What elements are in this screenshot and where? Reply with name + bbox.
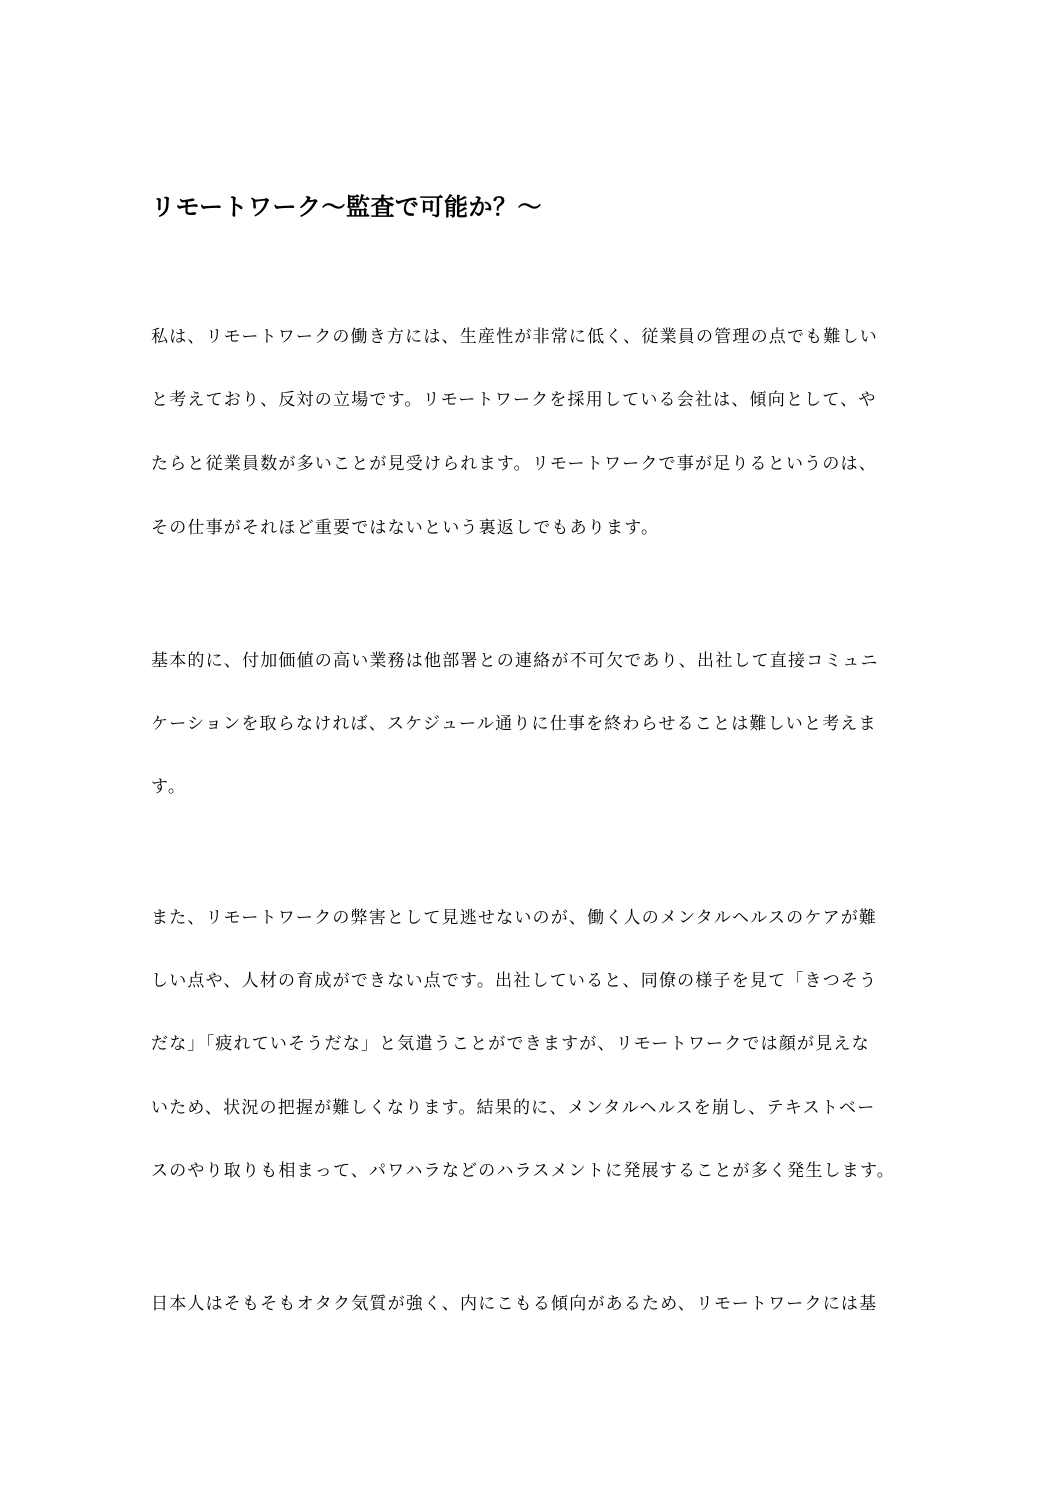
- paragraph-4-line-1: 日本人はそもそもオタク気質が強く、内にこもる傾向があるため、リモートワークには基: [151, 1294, 878, 1314]
- paragraph-3-line-3: だな」「疲れていそうだな」と気遣うことができますが、リモートワークでは顔が見えな: [151, 1034, 870, 1054]
- paragraph-3-line-1: また、リモートワークの弊害として見逃せないのが、働く人のメンタルヘルスのケアが難: [151, 908, 878, 928]
- paragraph-2-line-1: 基本的に、付加価値の高い業務は他部署との連絡が不可欠であり、出社して直接コミュニ: [151, 651, 879, 671]
- paragraph-3-line-5: スのやり取りも相まって、パワハラなどのハラスメントに発展することが多く発生します。: [151, 1161, 895, 1181]
- paragraph-1-line-1: 私は、リモートワークの働き方には、生産性が非常に低く、従業員の管理の点でも難しい: [151, 327, 878, 347]
- document-title: リモートワーク〜監査で可能か？〜: [151, 193, 543, 221]
- paragraph-2-line-2: ケーションを取らなければ、スケジュール通りに仕事を終わらせることは難しいと考えま: [151, 714, 877, 734]
- paragraph-1-line-3: たらと従業員数が多いことが見受けられます。リモートワークで事が足りるというのは、: [151, 454, 877, 474]
- paragraph-3-line-4: いため、状況の把握が難しくなります。結果的に、メンタルヘルスを崩し、テキストベー: [151, 1098, 876, 1118]
- paragraph-3-line-2: しい点や、人材の育成ができない点です。出社していると、同僚の様子を見て「きつそう: [151, 971, 878, 991]
- paragraph-2-line-3: す。: [151, 777, 187, 797]
- paragraph-1-line-4: その仕事がそれほど重要ではないという裏返しでもあります。: [151, 518, 660, 538]
- paragraph-1-line-2: と考えており、反対の立場です。リモートワークを採用している会社は、傾向として、や: [151, 390, 877, 410]
